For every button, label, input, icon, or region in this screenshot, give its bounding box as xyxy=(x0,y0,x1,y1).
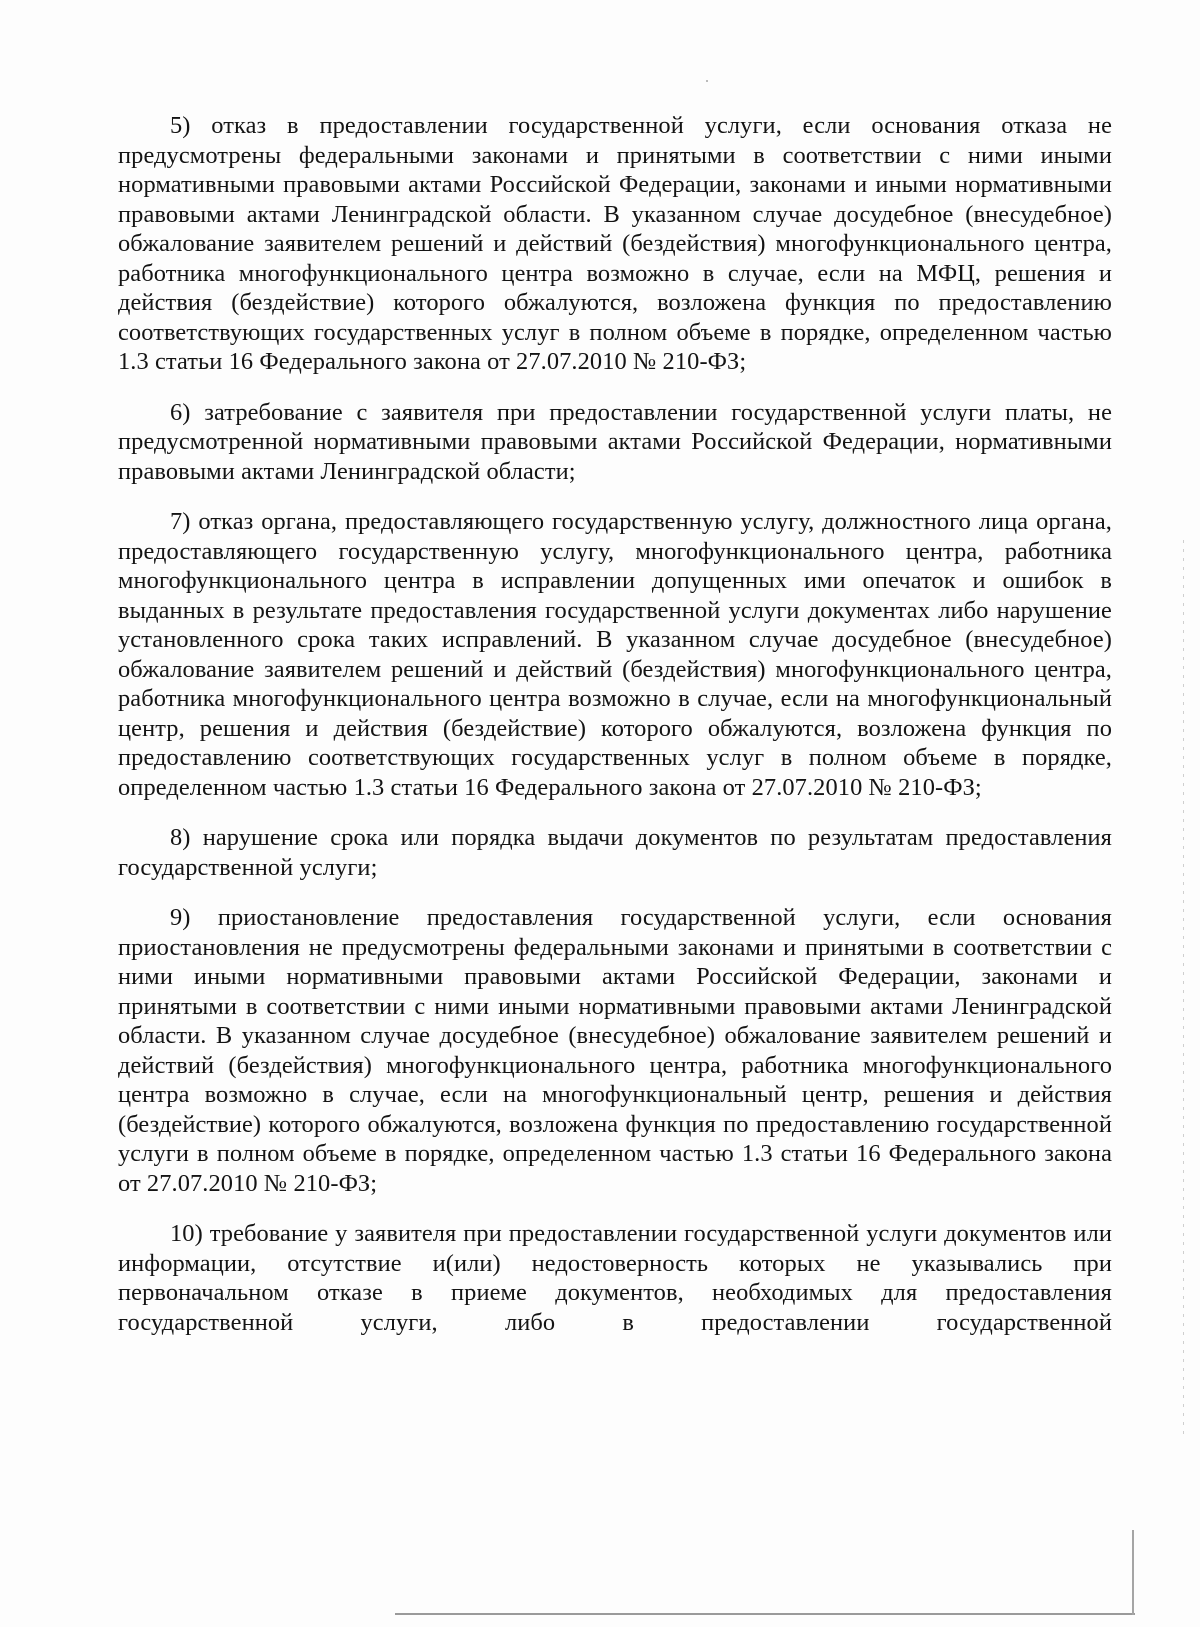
paragraph-item-5: 5) отказ в предоставлении государственной услуги, если основания отказа не предусмотрены федеральными законами и принятыми в соответствии с ними иными нормативными правовыми актами Российской Федерации, законами и иными нормативными правовыми актами Ленинградской области. В указанном случае досудебное (внесудебное) обжалование заявителем решений и действий (бездействия) многофункционального центра, работника многофункционального центра возможно в случае, если на МФЦ, решения и действия (бездействие) которого обжалуются, возложена функция по предоставлению соответствующих государственных услуг в полном объеме в порядке, определенном частью 1.3 статьи 16 Федерального закона от 27.07.2010 № 210-ФЗ; xyxy=(118,112,1112,375)
paragraph-item-10: 10) требование у заявителя при предоставлении государственной услуги документов или информации, отсутствие и(или) недостоверность которых не указывались при первоначальном отказе в приеме документов, необходимых для предоставления государственной услуги, либо в предоставлении государственной xyxy=(118,1220,1112,1336)
paragraph-item-7: 7) отказ органа, предоставляющего государственную услугу, должностного лица органа, предоставляющего государственную услугу, многофункционального центра, работника многофункционального центра в исправлении допущенных ими опечаток и ошибок в выданных в результате предоставления государственной услуги документах либо нарушение установленного срока таких исправлений. В указанном случае досудебное (внесудебное) обжалование заявителем решений и действий (бездействия) многофункционального центра, работника многофункционального центра возможно в случае, если на многофункциональный центр, решения и действия (бездействие) которого обжалуются, возложена функция по предоставлению соответствующих государственных услуг в полном объеме в порядке, определенном частью 1.3 статьи 16 Федерального закона от 27.07.2010 № 210-ФЗ; xyxy=(118,508,1112,801)
scan-edge-right xyxy=(1183,540,1184,1440)
paragraph-item-6: 6) затребование с заявителя при предоставлении государственной услуги платы, не предусмотренной нормативными правовыми актами Российской Федерации, нормативными правовыми актами Ленинградской области; xyxy=(118,398,1112,485)
document-body xyxy=(118,111,1112,1358)
scan-edge-bottom xyxy=(395,1613,1135,1615)
paragraph-item-8: 8) нарушение срока или порядка выдачи документов по результатам предоставления государственной услуги; xyxy=(118,824,1112,881)
paragraph-item-9: 9) приостановление предоставления государственной услуги, если основания приостановления не предусмотрены федеральными законами и принятыми в соответствии с ними иными нормативными правовыми актами Российской Федерации, законами и принятыми в соответствии с ними иными нормативными правовыми актами Ленинградской области. В указанном случае досудебное (внесудебное) обжалование заявителем решений и действий (бездействия) многофункционального центра, работника многофункционального центра возможно в случае, если на многофункциональный центр, решения и действия (бездействие) которого обжалуются, возложена функция по предоставлению государственной услуги в полном объеме в порядке, определенном частью 1.3 статьи 16 Федерального закона от 27.07.2010 № 210-ФЗ; xyxy=(118,904,1112,1197)
scan-edge-corner xyxy=(1132,1530,1134,1615)
scan-speck xyxy=(706,80,708,82)
